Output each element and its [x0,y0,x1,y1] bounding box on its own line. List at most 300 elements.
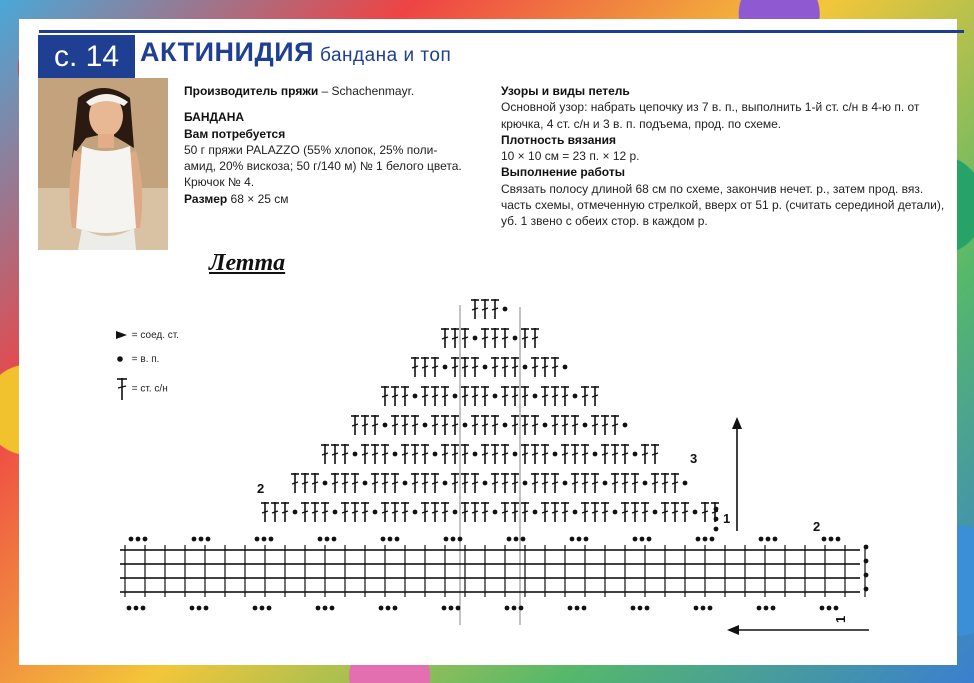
chain-dot-symbol [593,452,598,457]
double-crochet-symbol [531,444,539,464]
chain-dot-symbol [513,452,518,457]
chain-dot-symbol [443,365,448,370]
density-text: 10 × 10 см = 23 п. × 12 р. [501,149,640,164]
legend-label: = ст. с/н [131,383,168,395]
double-crochet-symbol [581,473,589,493]
chain-dot-symbol [386,606,391,611]
double-crochet-symbol [521,415,529,435]
double-crochet-symbol [561,415,569,435]
double-crochet-symbol [401,444,409,464]
chain-dot-symbol [864,559,869,564]
chain-dot-symbol [864,587,869,592]
chain-dot-symbol [143,537,148,542]
patterns-text: Основной узор: набрать цепочку из 7 в. п., выполнить 1-й ст. с/н в 4-ю п. от крючка, 4 ст. с/н и 3 в. п. подъема, прод. по схеме. [501,100,920,131]
double-crochet-symbol [501,357,509,377]
work-title-text: Выполнение работы [501,165,625,180]
chain-dot-symbol [442,606,447,611]
double-crochet-symbol [511,473,519,493]
double-crochet-symbol [401,386,409,406]
chain-dot-symbol [577,537,582,542]
double-crochet-symbol [431,386,439,406]
double-crochet-symbol [561,502,569,522]
double-crochet-symbol [451,328,459,348]
chain-dot-symbol [129,537,134,542]
double-crochet-symbol [531,473,539,493]
double-crochet-symbol [461,386,469,406]
chain-dot-symbol [829,537,834,542]
double-crochet-symbol [381,502,389,522]
double-crochet-symbol [401,502,409,522]
double-crochet-symbol [431,502,439,522]
chain-dot-symbol [701,606,706,611]
double-crochet-symbol [591,502,599,522]
chain-dot-symbol [553,452,558,457]
double-crochet-symbol [651,473,659,493]
chain-dot-symbol [533,510,538,515]
left-arrow-head-icon [727,625,739,635]
double-crochet-symbol [361,444,369,464]
density-title-text: Плотность вязания [501,132,617,147]
hook-text: Крючок № 4. [184,175,255,190]
chain-dot-symbol [192,537,197,542]
yarn-label: Производитель пряжи [184,84,319,98]
double-crochet-symbol [461,473,469,493]
chain-dot-symbol [757,606,762,611]
chain-dot-symbol [403,481,408,486]
chain-dot-symbol [463,423,468,428]
size-label: Размер [184,191,228,206]
double-crochet-symbol [441,444,449,464]
chain-dot-symbol [323,606,328,611]
chain-dot-symbol [393,606,398,611]
double-crochet-symbol [521,328,529,348]
chain-dot-symbol [325,537,330,542]
up-arrow-head-icon [732,417,742,429]
double-crochet-symbol [501,386,509,406]
double-crochet-symbol [541,386,549,406]
chain-dot-symbol [206,537,211,542]
double-crochet-symbol [481,415,489,435]
chain-dot-symbol [507,537,512,542]
chain-dot-symbol [683,481,688,486]
title-subtitle: бандана и топ [320,45,452,66]
double-crochet-symbol [541,357,549,377]
double-crochet-symbol [541,502,549,522]
chain-dot-symbol [413,510,418,515]
double-crochet-symbol [451,357,459,377]
double-crochet-symbol [611,473,619,493]
double-crochet-symbol [281,502,289,522]
double-crochet-symbol [401,415,409,435]
double-crochet-symbol [591,473,599,493]
double-crochet-symbol [451,415,459,435]
chain-dot-symbol [766,537,771,542]
double-crochet-symbol [391,415,399,435]
double-crochet-symbol [651,444,659,464]
chain-dot-symbol [260,606,265,611]
double-crochet-symbol [561,386,569,406]
chain-dot-symbol [293,510,298,515]
double-crochet-symbol [571,415,579,435]
double-crochet-symbol [371,473,379,493]
double-crochet-symbol [621,444,629,464]
double-crochet-symbol [461,444,469,464]
chain-dot-symbol [613,510,618,515]
double-crochet-symbol [531,328,539,348]
work-text: Связать полосу длиной 68 см по схеме, закончив нечет. р., затем прод. вяз. часть схемы, отмеченную стрелкой, вверх от 51 р. (считать серединой детали), уб. 1 звено с обеих стор. в каждом р. [501,181,945,229]
double-crochet-symbol [271,502,279,522]
row-number-label: 1 [833,615,848,623]
chain-dot-symbol [503,307,508,312]
chain-dot-symbol [519,606,524,611]
chain-dot-symbol [333,510,338,515]
double-crochet-symbol [421,502,429,522]
chain-dot-symbol [864,573,869,578]
double-crochet-symbol [451,444,459,464]
legend-label: = в. п. [131,354,160,365]
double-crochet-symbol [511,502,519,522]
double-crochet-symbol [551,386,559,406]
double-crochet-symbol [461,357,469,377]
magazine-page [19,19,957,665]
double-crochet-symbol [511,386,519,406]
double-crochet-symbol [611,415,619,435]
double-crochet-symbol [491,473,499,493]
chain-dot-symbol [269,537,274,542]
need-text: 50 г пряжи PALAZZO (55% хлопок, 25% поли-амид, 20% вискоза; 50 г/140 м) № 1 белого цвета. [184,142,462,174]
chain-dot-symbol [694,606,699,611]
double-crochet-symbol [571,444,579,464]
double-crochet-symbol [441,386,449,406]
chain-dot-symbol [645,606,650,611]
chain-dot-symbol [771,606,776,611]
row-number-label: 3 [690,451,698,466]
double-crochet-symbol [471,473,479,493]
chain-dot-symbol [267,606,272,611]
double-crochet-symbol [311,502,319,522]
double-crochet-symbol [361,502,369,522]
double-crochet-symbol [501,502,509,522]
double-crochet-symbol [611,444,619,464]
double-crochet-symbol [391,502,399,522]
chain-dot-symbol [141,606,146,611]
chain-dot-symbol [773,537,778,542]
chain-dot-symbol [503,423,508,428]
chain-dot-symbol [570,537,575,542]
chain-dot-symbol [710,537,715,542]
double-crochet-symbol [471,357,479,377]
chain-dot-symbol [395,537,400,542]
chain-dot-symbol [483,365,488,370]
double-crochet-symbol [431,415,439,435]
chain-dot-symbol [647,537,652,542]
chain-dot-symbol [134,606,139,611]
double-crochet-symbol [351,502,359,522]
double-crochet-symbol [601,444,609,464]
double-crochet-symbol [461,328,469,348]
double-crochet-symbol [511,415,519,435]
double-crochet-symbol [411,473,419,493]
chain-dot-symbol [714,507,719,512]
chain-dot-symbol [505,606,510,611]
double-crochet-symbol [551,357,559,377]
chain-dot-symbol [523,365,528,370]
chain-dot-symbol [483,481,488,486]
double-crochet-symbol [421,473,429,493]
double-crochet-symbol [481,328,489,348]
chain-dot-symbol [563,481,568,486]
double-crochet-symbol [501,444,509,464]
chain-dot-symbol [458,537,463,542]
section-title-text: БАНДАНА [184,110,245,125]
double-crochet-symbol [521,502,529,522]
chain-dot-symbol [643,481,648,486]
double-crochet-symbol [521,444,529,464]
double-crochet-symbol [451,473,459,493]
double-crochet-symbol [361,415,369,435]
chain-dot-symbol [204,606,209,611]
chain-dot-symbol [423,423,428,428]
double-crochet-symbol [441,502,449,522]
chain-dot-symbol [255,537,260,542]
row-number-label: 2 [813,519,821,534]
chain-dot-symbol [136,537,141,542]
chain-dot-symbol [379,606,384,611]
chain-dot-symbol [253,606,258,611]
double-crochet-symbol [381,444,389,464]
double-crochet-symbol [431,473,439,493]
double-crochet-symbol [471,415,479,435]
chain-dot-symbol [631,606,636,611]
chain-dot-symbol [363,481,368,486]
double-crochet-symbol [381,386,389,406]
chain-dot-symbol [393,452,398,457]
double-crochet-symbol [491,328,499,348]
double-crochet-symbol [471,299,479,319]
chain-dot-symbol [836,537,841,542]
double-crochet-symbol [331,473,339,493]
double-crochet-symbol [641,444,649,464]
double-crochet-symbol [301,473,309,493]
double-crochet-symbol [481,444,489,464]
chain-dot-symbol [197,606,202,611]
double-crochet-symbol [321,444,329,464]
chain-dot-symbol [693,510,698,515]
chain-dot-symbol [433,452,438,457]
chain-dot-symbol [332,537,337,542]
double-crochet-symbol [491,415,499,435]
double-crochet-symbol [541,473,549,493]
double-crochet-symbol [551,473,559,493]
double-crochet-symbol [681,502,689,522]
double-crochet-symbol [481,386,489,406]
double-crochet-symbol [421,444,429,464]
chain-dot-symbol [262,537,267,542]
chain-dot-symbol [714,527,719,532]
chain-dot-symbol [199,537,204,542]
chain-dot-symbol [512,606,517,611]
chain-dot-symbol [583,423,588,428]
double-crochet-symbol [601,415,609,435]
size-value: 68 × 25 см [227,191,289,206]
double-crochet-symbol [551,415,559,435]
double-crochet-symbol [601,502,609,522]
double-crochet-symbol [621,502,629,522]
chain-dot-symbol [330,606,335,611]
double-crochet-symbol [411,357,419,377]
double-crochet-symbol [571,473,579,493]
chain-dot-symbol [473,452,478,457]
chain-dot-symbol [453,394,458,399]
chain-dot-symbol [127,606,132,611]
double-crochet-symbol [501,473,509,493]
double-crochet-symbol [471,386,479,406]
chain-dot-symbol [533,394,538,399]
double-crochet-symbol [441,415,449,435]
chain-dot-symbol [451,537,456,542]
double-crochet-symbol [311,473,319,493]
double-crochet-symbol [551,502,559,522]
chain-dot-symbol [827,606,832,611]
double-crochet-symbol [631,473,639,493]
chain-dot-symbol [388,537,393,542]
double-crochet-symbol [591,415,599,435]
double-crochet-symbol [291,473,299,493]
chain-dot-symbol [353,452,358,457]
double-crochet-symbol [301,502,309,522]
chain-dot-symbol [568,606,573,611]
double-crochet-symbol [581,386,589,406]
double-crochet-symbol [411,415,419,435]
double-crochet-symbol [531,415,539,435]
chain-dot-symbol [573,394,578,399]
chain-dot-symbol [473,336,478,341]
double-crochet-symbol [661,502,669,522]
chain-dot-symbol [584,537,589,542]
double-crochet-symbol [631,502,639,522]
chain-dot-symbol [573,510,578,515]
chain-dot-symbol [493,510,498,515]
chain-dot-symbol [523,481,528,486]
chain-dot-symbol [582,606,587,611]
chain-dot-symbol [633,537,638,542]
chain-dot-symbol [413,394,418,399]
double-crochet-symbol [331,444,339,464]
double-crochet-symbol [481,502,489,522]
diagram-title: Летта [209,250,286,276]
yarn-value: – Schachenmayr. [318,84,415,98]
chain-dot-symbol [318,537,323,542]
double-crochet-symbol [261,502,269,522]
double-crochet-symbol [351,473,359,493]
double-crochet-symbol [371,444,379,464]
double-crochet-symbol [381,473,389,493]
double-crochet-symbol [321,502,329,522]
chain-dot-symbol [708,606,713,611]
double-crochet-symbol [591,386,599,406]
double-crochet-symbol [341,502,349,522]
chain-dot-symbol [834,606,839,611]
chain-dot-symbol [575,606,580,611]
chain-dot-symbol [381,537,386,542]
double-crochet-symbol [641,502,649,522]
double-crochet-symbol [501,328,509,348]
double-crochet-symbol [561,444,569,464]
double-crochet-symbol [581,444,589,464]
double-crochet-symbol [671,502,679,522]
chain-dot-symbol [514,537,519,542]
double-crochet-symbol [351,415,359,435]
legend-label: = соед. ст. [131,330,180,341]
double-crochet-symbol [431,357,439,377]
chain-dot-symbol [190,606,195,611]
chain-dot-symbol [653,510,658,515]
chain-dot-symbol [513,336,518,341]
chain-dot-symbol [563,365,568,370]
chain-dot-symbol [638,606,643,611]
double-crochet-symbol [411,444,419,464]
double-crochet-symbol [341,444,349,464]
double-crochet-symbol [511,357,519,377]
double-crochet-symbol [461,502,469,522]
chain-dot-symbol [714,517,719,522]
chain-dot-symbol [820,606,825,611]
double-crochet-symbol [421,357,429,377]
chain-dot-symbol [316,606,321,611]
row-number-label: 1 [723,511,731,526]
chain-dot-symbol [443,481,448,486]
double-crochet-symbol [661,473,669,493]
chain-dot-symbol [759,537,764,542]
chain-dot-symbol [696,537,701,542]
crochet-diagram [19,19,957,665]
page-number-badge: с. 14 [38,35,135,79]
double-crochet-symbol [391,473,399,493]
chain-dot-symbol [703,537,708,542]
chain-dot-symbol [383,423,388,428]
chain-dot-symbol [493,394,498,399]
chain-dot-symbol [864,545,869,550]
double-crochet-symbol [471,502,479,522]
chain-dot-symbol [449,606,454,611]
chain-dot-symbol [453,510,458,515]
chain-dot-symbol [543,423,548,428]
need-label-text: Вам потребуется [184,126,286,141]
chain-dot-symbol [822,537,827,542]
chain-dot-symbol [444,537,449,542]
patterns-title-text: Узоры и виды петель [501,84,630,98]
double-crochet-symbol [491,299,499,319]
double-crochet-symbol [441,328,449,348]
chain-dot-symbol [633,452,638,457]
double-crochet-symbol [491,444,499,464]
double-crochet-symbol [541,444,549,464]
double-crochet-symbol [391,386,399,406]
row-number-label: 2 [257,481,265,496]
chain-dot-symbol [623,423,628,428]
double-crochet-symbol [521,386,529,406]
double-crochet-symbol [531,357,539,377]
double-crochet-symbol [621,473,629,493]
chain-dot-symbol [764,606,769,611]
chain-dot-symbol [456,606,461,611]
double-crochet-symbol [421,386,429,406]
double-crochet-symbol [371,415,379,435]
double-crochet-symbol [581,502,589,522]
double-crochet-symbol [491,357,499,377]
chain-dot-symbol [323,481,328,486]
chain-dot-symbol [521,537,526,542]
